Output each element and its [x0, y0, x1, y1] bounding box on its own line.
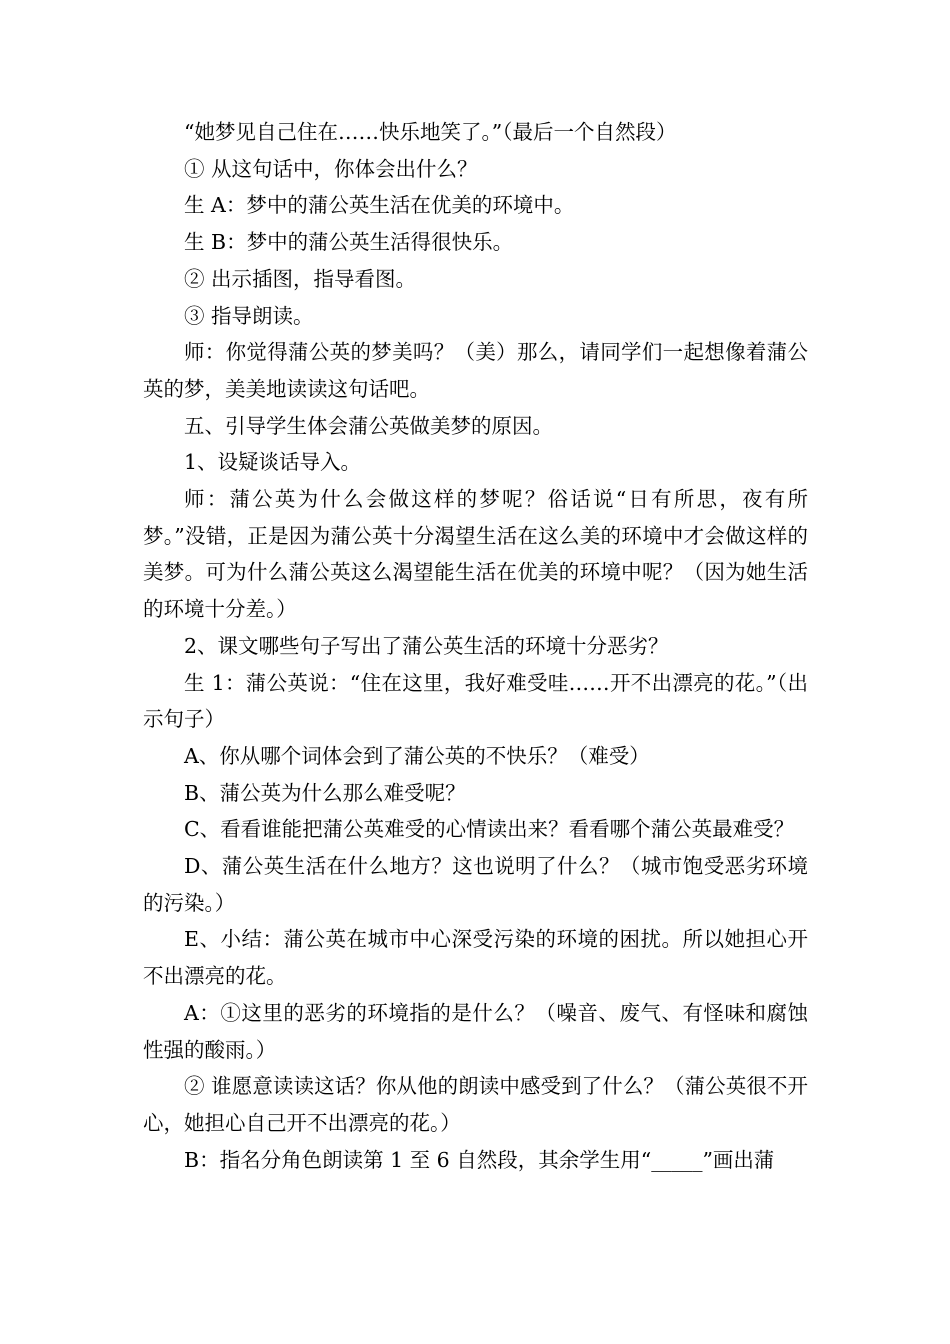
paragraph-step-2: ② 出示插图，指导看图。	[184, 266, 417, 291]
paragraph-a-environment: A：①这里的恶劣的环境指的是什么？（噪音、废气、有怪味和腐蚀性强的酸雨。）	[143, 1000, 808, 1062]
paragraph-point-b: B、蒲公英为什么那么难受呢？	[184, 780, 466, 805]
paragraph-point-a: A、你从哪个词体会到了蒲公英的不快乐？（难受）	[184, 743, 650, 768]
paragraph-step-3: ③ 指导朗读。	[184, 303, 314, 328]
paragraph-point-d: D、蒲公英生活在什么地方？这也说明了什么？（城市饱受恶劣环境的污染。）	[143, 854, 808, 915]
paragraph-student-b: 生 B：梦中的蒲公英生活得很快乐。	[184, 230, 514, 255]
paragraph-section-5-heading: 五、引导学生体会蒲公英做美梦的原因。	[184, 413, 553, 438]
paragraph-question-1: ① 从这句话中，你体会出什么？	[184, 156, 478, 181]
paragraph-student-a: 生 A：梦中的蒲公英生活在优美的环境中。	[184, 193, 575, 218]
paragraph-point-c: C、看看谁能把蒲公英难受的心情读出来？看看哪个蒲公英最难受？	[184, 817, 795, 842]
paragraph-item-1: 1、设疑谈话导入。	[184, 450, 362, 475]
paragraph-teacher-1: 师：你觉得蒲公英的梦美吗？（美）那么，请同学们一起想像着蒲公英的梦，美美地读读这句话吧。	[143, 340, 808, 401]
paragraph-b-role-reading: B：指名分角色朗读第 1 至 6 自然段，其余学生用“_____”画出蒲	[184, 1147, 775, 1172]
paragraph-read-aloud: ② 谁愿意读读这话？你从他的朗读中感受到了什么？（蒲公英很不开心，她担心自己开不出漂亮的花。）	[143, 1074, 808, 1135]
document-body	[143, 114, 808, 1178]
paragraph-student-1: 生 1：蒲公英说：“住在这里，我好难受哇……开不出漂亮的花。”（出示句子）	[143, 670, 808, 732]
paragraph-teacher-2: 师：蒲公英为什么会做这样的梦呢？俗话说“日有所思，夜有所梦。”没错，正是因为蒲公英十分渴望生活在这么美的环境中才会做这样的美梦。可为什么蒲公英这么渴望能生活在优美的环境中呢？（因为她生活的环境十分差。）	[143, 487, 808, 622]
paragraph-point-e-summary: E、小结：蒲公英在城市中心深受污染的环境的困扰。所以她担心开不出漂亮的花。	[143, 927, 808, 989]
paragraph-dream-quote: “她梦见自己住在……快乐地笑了。”（最后一个自然段）	[184, 120, 677, 144]
paragraph-item-2: 2、课文哪些句子写出了蒲公英生活的环境十分恶劣？	[184, 633, 669, 658]
